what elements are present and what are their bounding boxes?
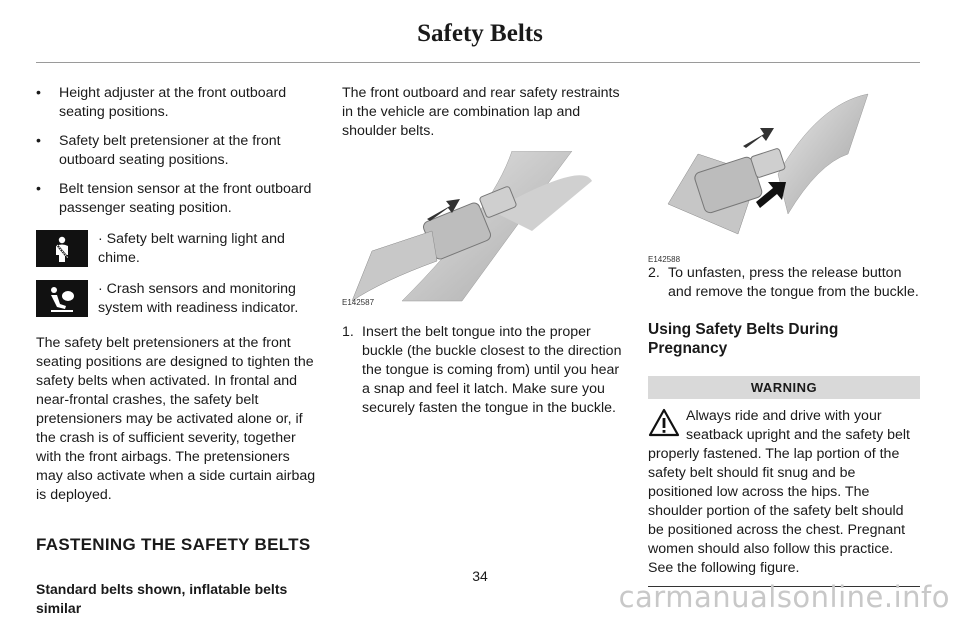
sub-heading: Standard belts shown, inflatable belts similar — [36, 581, 288, 616]
feature-list — [36, 84, 316, 218]
section-heading: Using Safety Belts During Pregnancy — [648, 321, 839, 357]
list-item: • Belt tension sensor at the front outboard passenger seating position. — [36, 180, 316, 218]
column-middle — [342, 84, 622, 418]
figure-fasten — [342, 151, 622, 311]
page-number: 34 — [472, 568, 488, 584]
list-item: 1. Insert the belt tongue into the proper buckle (the buckle closest to the direction the tongue is coming from) until you hear a snap and feel it latch. Make sure you securely fasten the tongue in the buckle. — [342, 324, 622, 416]
belt-release-illustration — [648, 84, 920, 244]
warning-banner: WARNING — [648, 376, 920, 399]
intro-paragraph: The front outboard and rear safety restraints in the vehicle are combination lap and shoulder belts. — [342, 85, 620, 139]
steps-list — [342, 323, 622, 418]
steps-list — [648, 264, 920, 302]
watermark: carmanualsonline.info — [618, 580, 950, 614]
column-left — [36, 84, 316, 618]
figure-label: E142588 — [648, 255, 681, 264]
list-item: • Height adjuster at the front outboard seating positions. — [36, 84, 316, 122]
icon-item-airbag — [36, 280, 316, 318]
figure-label: E142587 — [342, 298, 375, 307]
icon-item-text: · Crash sensors and monitoring system with readiness indicator. — [98, 281, 299, 316]
list-item: • Safety belt pretensioner at the front outboard seating positions. — [36, 132, 316, 170]
belt-insert-illustration — [342, 151, 622, 311]
section-heading: FASTENING THE SAFETY BELTS — [36, 535, 311, 554]
warning-text: Always ride and drive with your seatback upright and the safety belt properly fastened. The lap portion of the safety belt should fit snug and be positioned low across the hips. The shoulder portion of the safety belt should be positioned across the chest. Pregnant women should also follow this practice. See the following figure. — [648, 408, 910, 576]
column-right — [648, 84, 920, 587]
warning-triangle-icon — [648, 407, 680, 439]
list-item: 2. To unfasten, press the release button and remove the tongue from the buckle. — [648, 265, 919, 300]
seatbelt-warning-icon — [36, 230, 88, 267]
icon-item-text: · Safety belt warning light and chime. — [98, 231, 285, 266]
pretensioner-paragraph: The safety belt pretensioners at the front seating positions are designed to tighten the safety belts when activated. In frontal and near-frontal crashes, the safety belt pretensioners may be activated alone or, if the crash is of sufficient severity, together with the front airbags. The pretensioners may also activate when a side curtain airbag is deployed. — [36, 335, 316, 503]
header-divider — [36, 62, 920, 63]
warning-block — [648, 407, 920, 587]
figure-unfasten — [648, 84, 920, 264]
airbag-readiness-icon — [36, 280, 88, 317]
icon-item-seatbelt — [36, 230, 316, 268]
page-title: Safety Belts — [417, 20, 543, 47]
